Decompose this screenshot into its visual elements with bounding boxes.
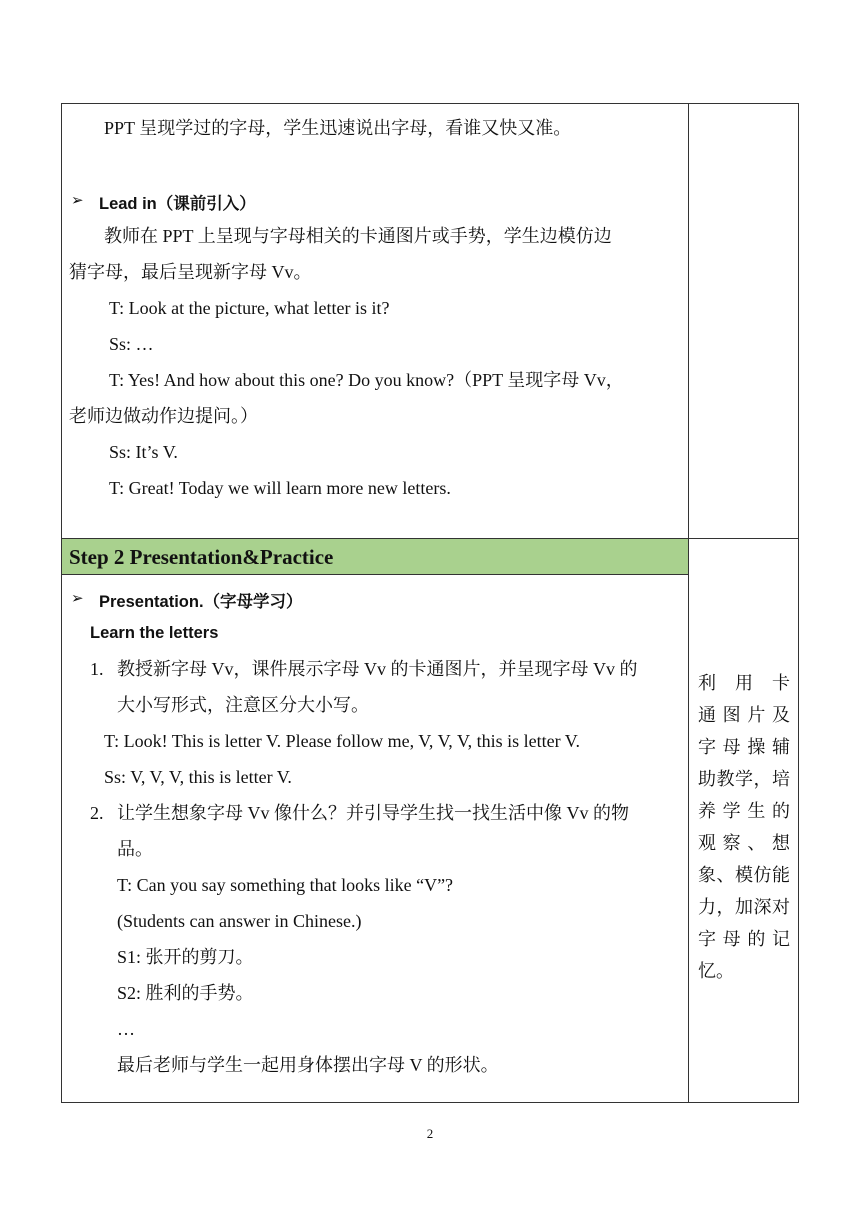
dialogue-line: T: Look! This is letter V. Please follow me, V, V, V, this is letter V.	[104, 731, 580, 751]
teaching-note	[698, 667, 790, 987]
list-item-line: 大小写形式，注意区分大小写。	[117, 695, 369, 715]
dialogue-line: T: Look at the picture, what letter is it?	[109, 298, 390, 318]
bullet-arrow-icon: ➢	[71, 191, 84, 209]
dialogue-line: (Students can answer in Chinese.)	[117, 911, 362, 931]
bullet-arrow-icon: ➢	[71, 589, 84, 607]
intro-text: PPT 呈现学过的字母，学生迅速说出字母，看谁又快又准。	[104, 118, 572, 138]
notes-cell	[689, 539, 798, 1102]
lead-paragraph-line: 猜字母，最后呈现新字母 Vv。	[69, 262, 312, 282]
dialogue-line: T: Yes! And how about this one? Do you know?（PPT 呈现字母 Vv，	[109, 370, 624, 390]
activity-cell	[62, 104, 689, 538]
lead-paragraph-line: 教师在 PPT 上呈现与字母相关的卡通图片或手势，学生边模仿边	[104, 226, 612, 246]
answer-line: S1: 张开的剪刀。	[117, 947, 254, 967]
step-header	[62, 539, 688, 575]
lesson-table	[61, 103, 799, 1103]
list-number: 1.	[90, 659, 104, 679]
closing-line: 最后老师与学生一起用身体摆出字母 V 的形状。	[117, 1055, 499, 1075]
page-number: 2	[426, 1126, 434, 1141]
presentation-heading: Presentation.（字母学习）	[99, 593, 303, 611]
activity-cell	[62, 539, 689, 1102]
list-item-line: 教授新字母 Vv，课件展示字母 Vv 的卡通图片，并呈现字母 Vv 的	[117, 659, 638, 679]
note-line: 助教学，培	[698, 769, 790, 789]
sub-heading: Learn the letters	[90, 624, 219, 642]
notes-cell	[689, 104, 798, 538]
list-number: 2.	[90, 803, 104, 823]
step-title: Step 2 Presentation&Practice	[69, 545, 334, 569]
answer-line: S2: 胜利的手势。	[117, 983, 254, 1003]
note-line: 力，加深对	[698, 897, 790, 917]
dialogue-line: Ss: It’s V.	[109, 442, 178, 462]
dialogue-line: T: Can you say something that looks like “V”?	[117, 875, 454, 895]
table-row	[61, 103, 799, 539]
lead-in-heading: Lead in（课前引入）	[99, 195, 256, 213]
table-row	[61, 539, 799, 1103]
note-line: 字 母 的 记	[698, 929, 790, 949]
note-line: 象、模仿能	[698, 865, 790, 885]
note-line: 利 用 卡	[698, 673, 790, 693]
list-item-line: 品。	[117, 839, 153, 859]
dialogue-line: Ss: V, V, V, this is letter V.	[104, 767, 292, 787]
note-line: 养 学 生 的	[698, 801, 790, 821]
note-line: 忆。	[698, 961, 734, 981]
note-line: 通 图 片 及	[698, 705, 790, 725]
ellipsis-line: …	[117, 1019, 135, 1039]
dialogue-line: Ss: …	[109, 334, 154, 354]
note-line: 字 母 操 辅	[698, 737, 790, 757]
note-line: 观 察 、 想	[698, 833, 790, 853]
list-item-line: 让学生想象字母 Vv 像什么？并引导学生找一找生活中像 Vv 的物	[117, 803, 629, 823]
dialogue-line: T: Great! Today we will learn more new letters.	[109, 478, 451, 498]
dialogue-line: 老师边做动作边提问。）	[69, 406, 258, 426]
